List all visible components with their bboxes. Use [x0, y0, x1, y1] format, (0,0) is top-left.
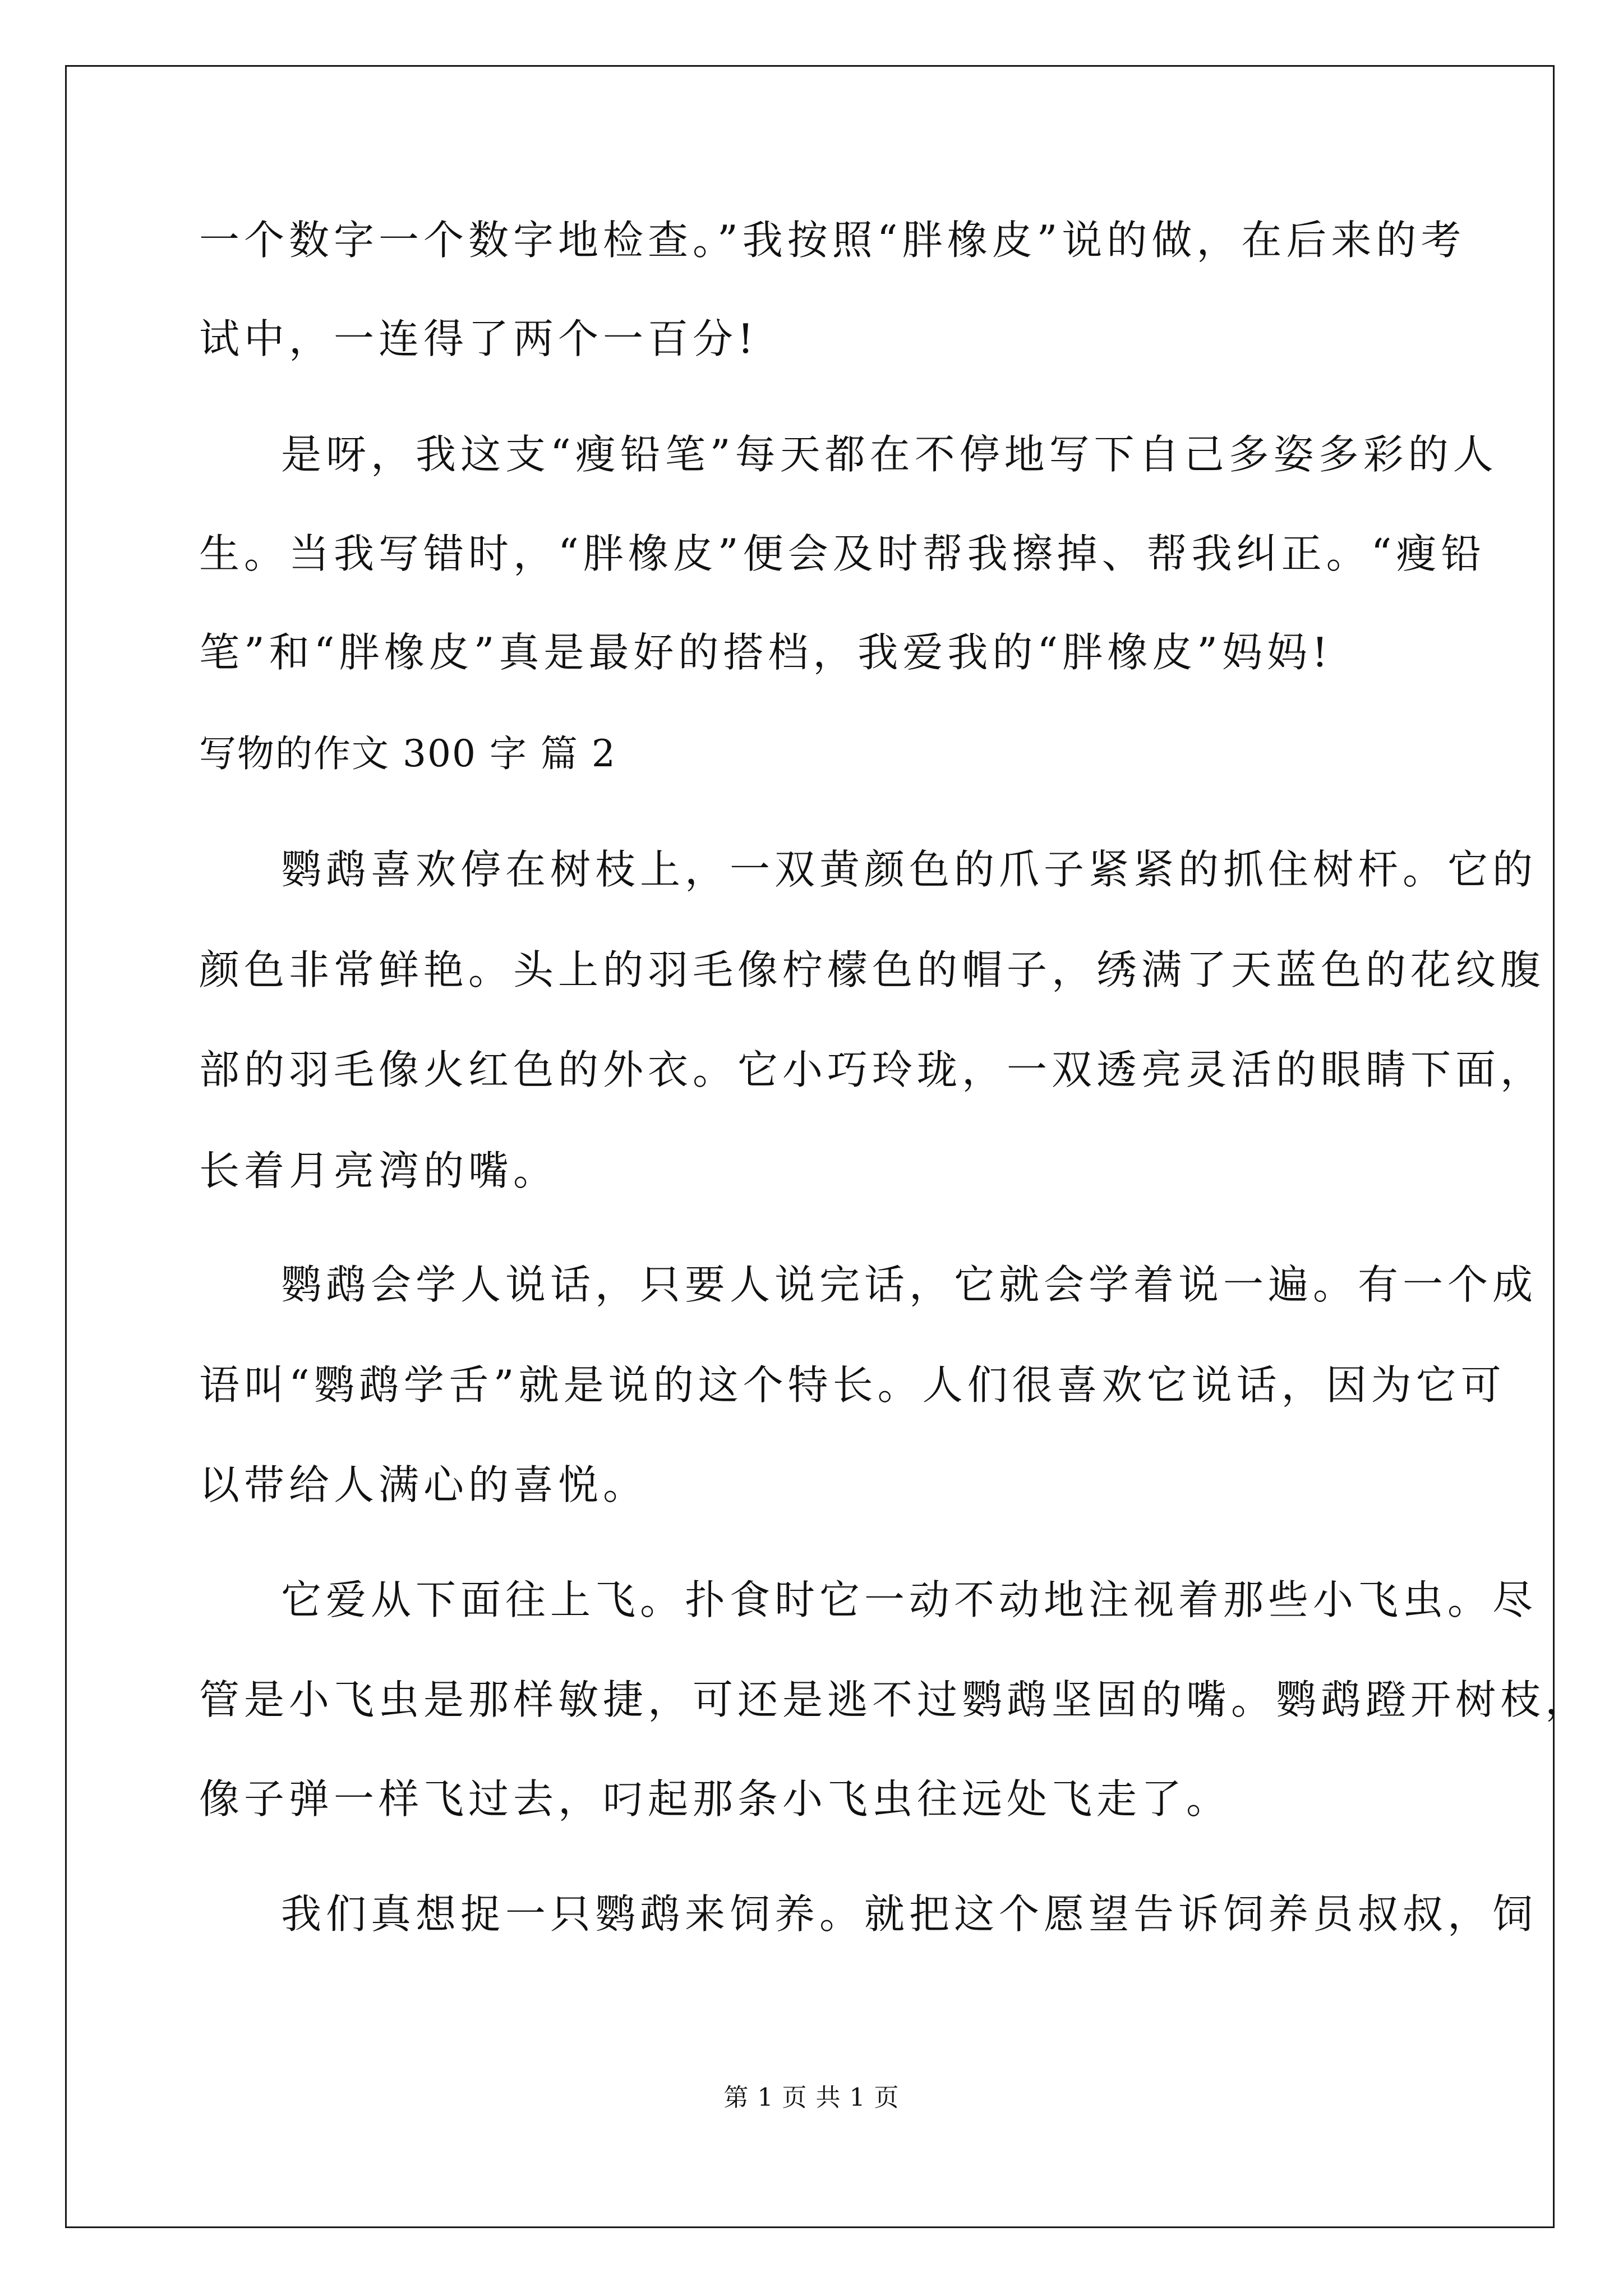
paragraph-5-line-2: 管是小飞虫是那样敏捷，可还是逃不过鹦鹉坚固的嘴。鹦鹉蹬开树枝， [199, 1676, 1590, 1723]
paragraph-3-line-1: 鹦鹉喜欢停在树枝上，一双黄颜色的爪子紧紧的抓住树杆。它的 [281, 846, 1538, 893]
paragraph-6-line-1: 我们真想捉一只鹦鹉来饲养。就把这个愿望告诉饲养员叔叔，饲 [281, 1890, 1538, 1938]
paragraph-3-line-3: 部的羽毛像火红色的外衣。它小巧玲珑，一双透亮灵活的眼睛下面， [199, 1046, 1546, 1093]
paragraph-3-line-2: 颜色非常鲜艳。头上的羽毛像柠檬色的帽子，绣满了天蓝色的花纹腹 [199, 946, 1546, 993]
paragraph-3-line-4: 长着月亮湾的嘴。 [199, 1147, 559, 1194]
paragraph-1-line-1: 一个数字一个数字地检查。”我按照“胖橡皮”说的做，在后来的考 [199, 217, 1466, 264]
paragraph-1-line-2: 试中，一连得了两个一百分! [199, 315, 758, 362]
paragraph-2-line-2: 生。当我写错时，“胖橡皮”便会及时帮我擦掉、帮我纠正。“瘦铅 [199, 530, 1486, 577]
paragraph-5-line-1: 它爱从下面往上飞。扑食时它一动不动地注视着那些小飞虫。尽 [281, 1576, 1538, 1623]
paragraph-4-line-3: 以带给人满心的喜悦。 [199, 1461, 648, 1508]
paragraph-4-line-1: 鹦鹉会学人说话，只要人说完话，它就会学着说一遍。有一个成 [281, 1261, 1538, 1308]
page-footer: 第 1 页 共 1 页 [723, 2083, 900, 2112]
paragraph-2-line-3: 笔”和“胖橡皮”真是最好的搭档，我爱我的“胖橡皮”妈妈! [199, 629, 1332, 676]
paragraph-5-line-3: 像子弹一样飞过去，叼起那条小飞虫往远处飞走了。 [199, 1775, 1232, 1823]
section-heading: 写物的作文 300 字 篇 2 [199, 732, 616, 775]
paragraph-2-line-1: 是呀，我这支“瘦铅笔”每天都在不停地写下自己多姿多彩的人 [281, 431, 1498, 478]
paragraph-4-line-2: 语叫“鹦鹉学舌”就是说的这个特长。人们很喜欢它说话，因为它可 [199, 1361, 1506, 1409]
